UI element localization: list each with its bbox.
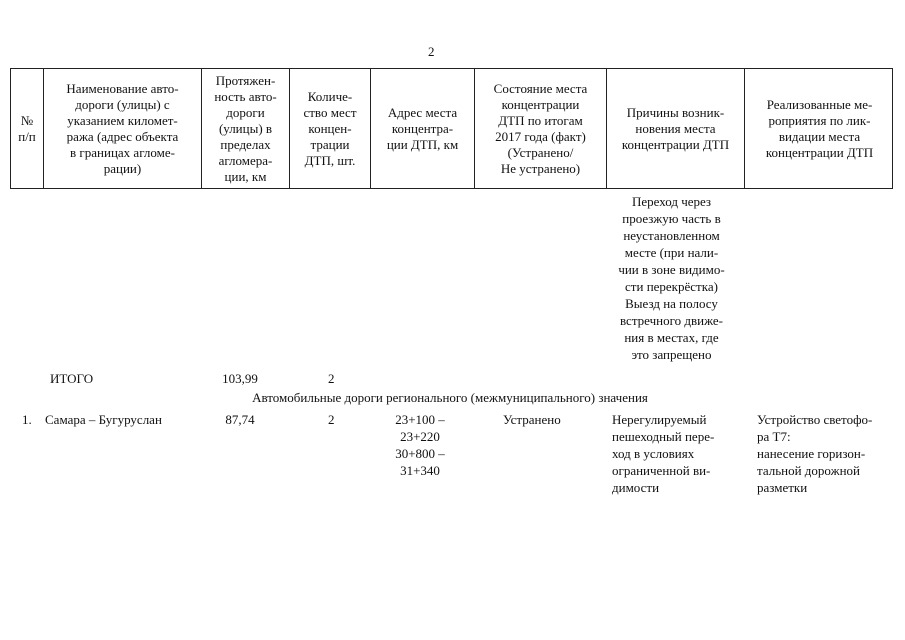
table-header xyxy=(10,68,893,189)
row-causes: Нерегулируемый пешеходный пере- ход в условиях ограниченной ви- димости xyxy=(612,412,715,495)
header-measures: Реализованные ме- роприятия по лик- видации места концентрации ДТП xyxy=(765,96,874,160)
row-measures: Устройство светофо- ра Т7: нанесение горизон- тальной дорожной разметки xyxy=(757,412,873,495)
header-road-name: Наименование авто- дороги (улицы) с указанием километ- ража (адрес объекта в границах агломе- рации) xyxy=(66,80,179,176)
header-address: Адрес места концентра- ции ДТП, км xyxy=(386,104,459,152)
continued-causes: Переход через проезжую часть в неустановленном месте (при нали- чии в зоне видимо- сти перекрёстка) Выезд на полосу встречного движе- ния в местах, где это запрещено xyxy=(618,194,725,362)
header-count: Количе- ство мест концен- трации ДТП, шт. xyxy=(303,88,357,168)
header-num: № п/п xyxy=(18,112,36,144)
total-label: ИТОГО xyxy=(50,371,94,386)
row-address: 23+100 – 23+220 30+800 – 31+340 xyxy=(395,412,445,478)
page-number: 2 xyxy=(428,44,435,59)
section-title: Автомобильные дороги регионального (межмуниципального) значения xyxy=(252,390,648,405)
header-causes: Причины возник- новения места концентрации ДТП xyxy=(621,104,730,152)
row-road: Самара – Бугуруслан xyxy=(45,412,162,427)
row-length: 87,74 xyxy=(225,412,255,427)
row-num: 1. xyxy=(22,412,32,427)
total-count: 2 xyxy=(328,371,335,386)
row-count: 2 xyxy=(328,412,335,427)
header-status: Состояние места концентрации ДТП по итогам 2017 года (факт) (Устранено/ Не устранено) xyxy=(493,80,588,176)
total-length: 103,99 xyxy=(222,371,258,386)
row-status: Устранено xyxy=(503,412,561,427)
header-length: Протяжен- ность авто- дороги (улицы) в пределах агломера- ции, км xyxy=(214,72,277,184)
